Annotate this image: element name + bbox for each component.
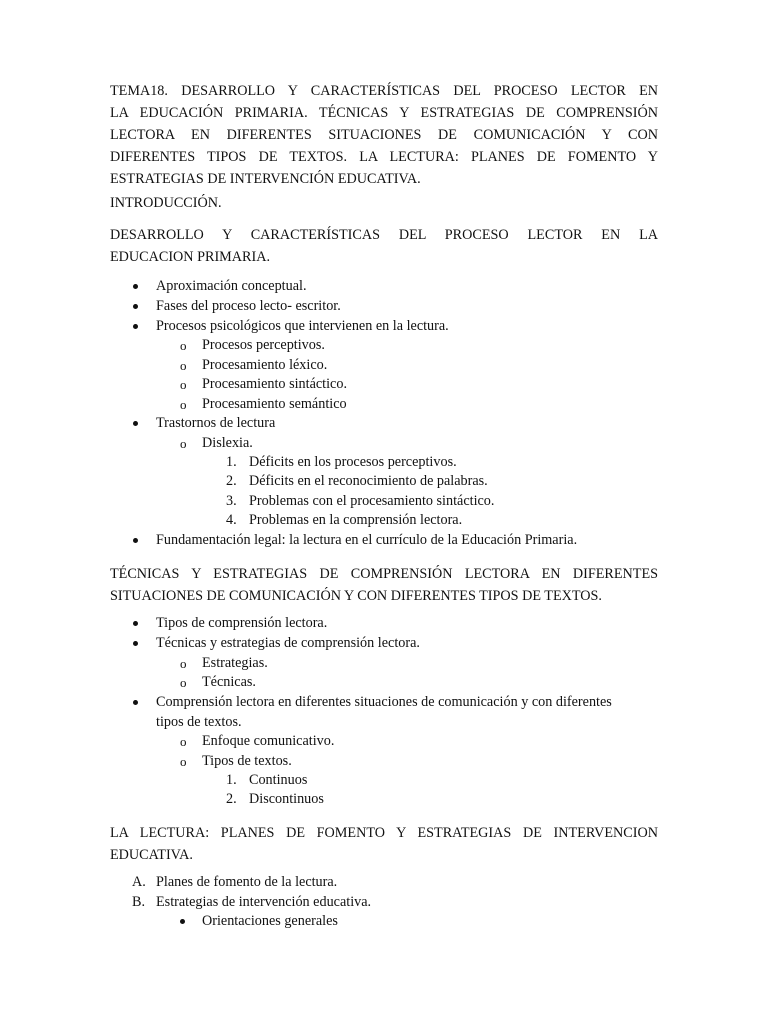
list-item: Estrategias de intervención educativa. [156,894,372,910]
bullet-icon [133,538,138,543]
list-number: 1. [226,454,237,470]
list-item: Enfoque comunicativo. [202,733,335,749]
circle-bullet-icon: o [180,338,187,353]
heading-line: EDUCACION PRIMARIA. [110,249,271,265]
list-item: Déficits en el reconocimiento de palabras. [249,473,488,489]
list-item: Procesamiento sintáctico. [202,376,347,392]
list-item: Fases del proceso lecto- escritor. [156,298,341,314]
list-number: 2. [226,473,237,489]
list-item: Fundamentación legal: la lectura en el currículo de la Educación Primaria. [156,532,578,548]
circle-bullet-icon: o [180,734,187,749]
list-item: Continuos [249,772,308,788]
list-item-continuation: tipos de textos. [156,714,242,730]
list-item: Trastornos de lectura [156,415,276,431]
title-line: LECTORA EN DIFERENTES SITUACIONES DE COMUNICACIÓN Y CON [110,127,658,143]
list-number: 2. [226,791,237,807]
bullet-icon [180,919,185,924]
list-item: Procesos psicológicos que intervienen en la lectura. [156,318,449,334]
heading-line: LA LECTURA: PLANES DE FOMENTO Y ESTRATEGIAS DE INTERVENCION [110,825,658,841]
list-item: Planes de fomento de la lectura. [156,874,338,890]
bullet-icon [133,700,138,705]
list-number: 3. [226,493,237,509]
list-item: Déficits en los procesos perceptivos. [249,454,457,470]
list-item: Aproximación conceptual. [156,278,307,294]
heading-line: EDUCATIVA. [110,847,193,863]
circle-bullet-icon: o [180,377,187,392]
section3-heading [110,822,658,866]
heading-line: TÉCNICAS Y ESTRATEGIAS DE COMPRENSIÓN LECTORA EN DIFERENTES [110,566,658,582]
circle-bullet-icon: o [180,397,187,412]
title-line: DIFERENTES TIPOS DE TEXTOS. LA LECTURA: PLANES DE FOMENTO Y [110,149,658,165]
list-item: Tipos de comprensión lectora. [156,615,328,631]
title-line: LA EDUCACIÓN PRIMARIA. TÉCNICAS Y ESTRATEGIAS DE COMPRENSIÓN [110,105,658,121]
circle-bullet-icon: o [180,358,187,373]
list-item: Orientaciones generales [202,913,338,929]
list-item: Dislexia. [202,435,253,451]
list-item: Problemas con el procesamiento sintáctico. [249,493,495,509]
section1-heading [110,224,658,268]
title-line: ESTRATEGIAS DE INTERVENCIÓN EDUCATIVA. [110,171,421,187]
heading-line: DESARROLLO Y CARACTERÍSTICAS DEL PROCESO LECTOR EN LA [110,227,658,243]
list-number: 4. [226,512,237,528]
heading-line: SITUACIONES DE COMUNICACIÓN Y CON DIFERENTES TIPOS DE TEXTOS. [110,588,602,604]
title-line: TEMA18. DESARROLLO Y CARACTERÍSTICAS DEL PROCESO LECTOR EN [110,83,658,99]
bullet-icon [133,324,138,329]
bullet-icon [133,284,138,289]
bullet-icon [133,621,138,626]
section2-heading [110,563,658,607]
list-letter: A. [132,874,146,890]
circle-bullet-icon: o [180,656,187,671]
list-item: Técnicas y estrategias de comprensión lectora. [156,635,420,651]
intro-heading: INTRODUCCIÓN. [110,195,222,211]
circle-bullet-icon: o [180,754,187,769]
list-item: Comprensión lectora en diferentes situaciones de comunicación y con diferentes [156,694,612,710]
bullet-icon [133,304,138,309]
list-item: Problemas en la comprensión lectora. [249,512,463,528]
list-letter: B. [132,894,146,910]
bullet-icon [133,421,138,426]
list-item: Discontinuos [249,791,324,807]
list-item: Procesos perceptivos. [202,337,325,353]
circle-bullet-icon: o [180,436,187,451]
list-item: Procesamiento léxico. [202,357,328,373]
circle-bullet-icon: o [180,675,187,690]
bullet-icon [133,641,138,646]
list-item: Tipos de textos. [202,753,292,769]
list-item: Estrategias. [202,655,268,671]
list-item: Procesamiento semántico [202,396,347,412]
list-item: Técnicas. [202,674,256,690]
document-title [110,80,658,190]
list-number: 1. [226,772,237,788]
